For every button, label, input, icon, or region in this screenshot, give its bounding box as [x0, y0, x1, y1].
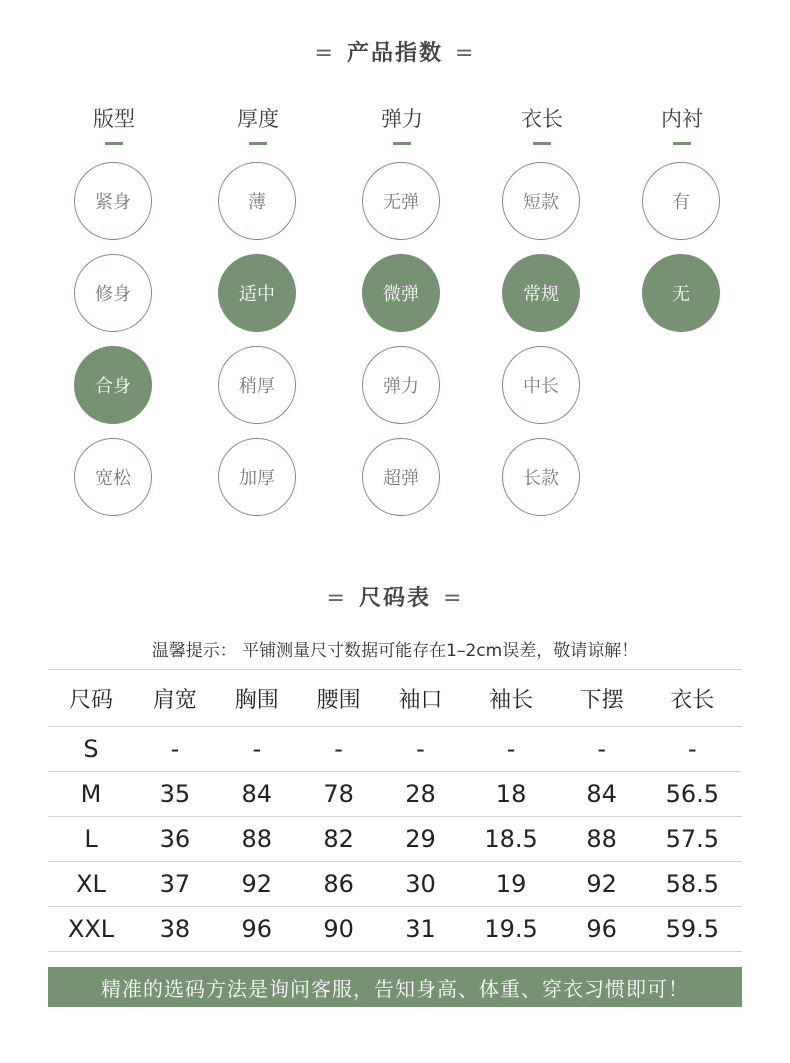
- index-option: 紧身: [74, 162, 152, 240]
- table-cell: 88: [216, 817, 298, 862]
- table-cell: 84: [216, 772, 298, 817]
- column-header: 袖长: [461, 670, 560, 727]
- index-option: 加厚: [218, 438, 296, 516]
- title-decor-right: =: [443, 586, 464, 611]
- index-column-header: 内衬: [661, 107, 703, 131]
- size-label-cell: M: [48, 772, 134, 817]
- index-column: [218, 104, 298, 489]
- table-cell: 92: [216, 862, 298, 907]
- table-cell: 57.5: [643, 817, 742, 862]
- size-label-cell: XXL: [48, 907, 134, 952]
- table-row: [48, 817, 742, 862]
- header-underline: [673, 142, 691, 145]
- table-cell: -: [216, 727, 298, 772]
- index-column: [74, 104, 154, 489]
- product-index-heading: 产品指数: [346, 41, 443, 66]
- table-cell: 38: [134, 907, 216, 952]
- header-underline: [393, 142, 411, 145]
- index-option: 无弹: [362, 162, 440, 240]
- table-row: [48, 907, 742, 952]
- index-option: 弹力: [362, 346, 440, 424]
- table-cell: -: [380, 727, 462, 772]
- column-header: 尺码: [48, 670, 134, 727]
- table-cell: 35: [134, 772, 216, 817]
- size-table: [48, 669, 742, 952]
- title-decor-right: =: [455, 41, 476, 66]
- column-header: 袖口: [380, 670, 462, 727]
- table-cell: 92: [561, 862, 643, 907]
- size-label-cell: L: [48, 817, 134, 862]
- index-option: 稍厚: [218, 346, 296, 424]
- size-table-header-row: [48, 670, 742, 727]
- size-advice-banner: 精准的选码方法是询问客服，告知身高、体重、穿衣习惯即可！: [48, 967, 742, 1007]
- table-cell: 18: [461, 772, 560, 817]
- table-cell: 19: [461, 862, 560, 907]
- index-column: [642, 104, 722, 305]
- table-cell: -: [643, 727, 742, 772]
- size-table-heading: 尺码表: [358, 586, 431, 611]
- header-underline: [533, 142, 551, 145]
- header-underline: [249, 142, 267, 145]
- size-label-cell: S: [48, 727, 134, 772]
- index-option-selected: 合身: [74, 346, 152, 424]
- index-column-header: 厚度: [237, 107, 279, 131]
- table-row: [48, 772, 742, 817]
- table-cell: 96: [216, 907, 298, 952]
- index-option: 宽松: [74, 438, 152, 516]
- title-decor-left: =: [326, 586, 347, 611]
- column-header: 下摆: [561, 670, 643, 727]
- table-cell: 18.5: [461, 817, 560, 862]
- index-column-header: 弹力: [381, 107, 423, 131]
- index-option: 有: [642, 162, 720, 240]
- index-option-selected: 适中: [218, 254, 296, 332]
- table-cell: 19.5: [461, 907, 560, 952]
- index-option: 修身: [74, 254, 152, 332]
- index-option: 长款: [502, 438, 580, 516]
- table-cell: -: [134, 727, 216, 772]
- table-row: [48, 862, 742, 907]
- index-option: 短款: [502, 162, 580, 240]
- index-column-header: 版型: [93, 107, 135, 131]
- header-underline: [105, 142, 123, 145]
- index-option: 薄: [218, 162, 296, 240]
- size-table-body: [48, 727, 742, 952]
- product-index-title: [0, 36, 790, 67]
- index-option-selected: 无: [642, 254, 720, 332]
- table-cell: 78: [298, 772, 380, 817]
- table-cell: 28: [380, 772, 462, 817]
- table-cell: 82: [298, 817, 380, 862]
- title-decor-left: =: [314, 41, 335, 66]
- index-option-selected: 微弹: [362, 254, 440, 332]
- table-cell: 58.5: [643, 862, 742, 907]
- table-row: [48, 727, 742, 772]
- index-option: 超弹: [362, 438, 440, 516]
- table-cell: 90: [298, 907, 380, 952]
- table-cell: -: [461, 727, 560, 772]
- size-table-title: [0, 581, 790, 612]
- table-cell: 36: [134, 817, 216, 862]
- measurement-note: 温馨提示： 平铺测量尺寸数据可能存在1–2cm误差，敬请谅解！: [151, 641, 639, 661]
- column-header: 腰围: [298, 670, 380, 727]
- index-column: [362, 104, 442, 489]
- column-header: 胸围: [216, 670, 298, 727]
- table-cell: 30: [380, 862, 462, 907]
- index-column: [502, 104, 582, 489]
- table-cell: 31: [380, 907, 462, 952]
- size-label-cell: XL: [48, 862, 134, 907]
- table-cell: 56.5: [643, 772, 742, 817]
- column-header: 肩宽: [134, 670, 216, 727]
- index-option: 中长: [502, 346, 580, 424]
- table-cell: -: [561, 727, 643, 772]
- table-cell: 88: [561, 817, 643, 862]
- table-cell: 86: [298, 862, 380, 907]
- table-cell: 84: [561, 772, 643, 817]
- table-cell: 29: [380, 817, 462, 862]
- table-cell: 96: [561, 907, 643, 952]
- index-option-selected: 常规: [502, 254, 580, 332]
- table-cell: 59.5: [643, 907, 742, 952]
- column-header: 衣长: [643, 670, 742, 727]
- index-column-header: 衣长: [521, 107, 563, 131]
- table-cell: -: [298, 727, 380, 772]
- table-cell: 37: [134, 862, 216, 907]
